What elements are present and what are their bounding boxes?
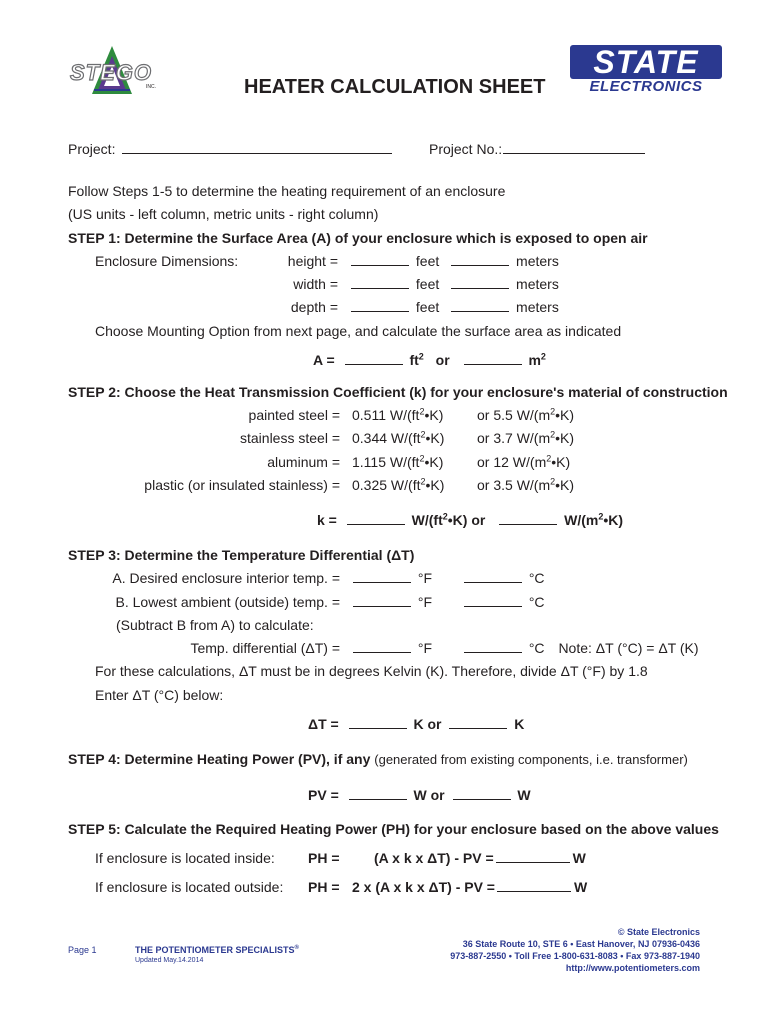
painted-steel-us-value: 0.511 $W/(ft^2•K)$ (352, 406, 444, 423)
depth-feet-field[interactable] (351, 299, 409, 312)
inside-formula: (A x k x ΔT) - PV = (374, 850, 494, 866)
step2-heading: STEP 2: Choose the Heat Transmission Coefficient (k) for your enclosure's material of construction (68, 384, 728, 400)
depth-feet-unit: feet (415, 299, 440, 315)
plastic-metric-value: or 3.5 $W/(m^2•K)$ (477, 476, 575, 493)
k-metric-unit: $W/(m^2•K)$ (564, 511, 624, 528)
stego-logo (68, 44, 164, 96)
painted-steel-label: painted steel = (248, 407, 340, 423)
aluminum-us-value: 1.115 $W/(ft^2•K)$ (352, 453, 444, 470)
state-logo-bottom: ELECTRONICS (589, 78, 703, 95)
project-label: Project: (68, 141, 116, 157)
delta-t-k-field[interactable] (349, 716, 407, 729)
area-ft2-unit: ft (409, 352, 419, 368)
area-result-row: $A = ft^2$ or $m^2$ (313, 351, 546, 368)
plastic-label: plastic (or insulated stainless) = (144, 477, 340, 493)
step1-heading: STEP 1: Determine the Surface Area (A) of your enclosure which is exposed to open air (68, 230, 648, 246)
stainless-steel-metric-value: or 3.7 $W/(m^2•K)$ (477, 429, 575, 446)
project-row (68, 140, 395, 158)
aluminum-metric-value: or 12 $W/(m^2•K)$ (477, 453, 571, 470)
state-electronics-logo (570, 45, 722, 95)
state-logo-top: STATE (593, 44, 699, 80)
enter-delta-t-line: Enter ΔT (°C) below: (95, 687, 224, 703)
height-meters-unit: meters (516, 253, 559, 269)
inside-ph-field[interactable] (496, 850, 570, 863)
k-or: or (471, 512, 486, 528)
enclosure-dimensions-label: Enclosure Dimensions: (95, 253, 239, 269)
ambient-temp-c-field[interactable] (464, 594, 522, 607)
footer-address: 36 State Route 10, STE 6 • East Hanover, NJ 07936-0436 (462, 939, 700, 949)
k-result-row (317, 511, 623, 529)
temp-diff-c-field[interactable] (464, 640, 522, 653)
k-result-label: k = (317, 512, 337, 528)
footer-url[interactable]: http://www.potentiometers.com (565, 963, 700, 973)
depth-label: depth = (290, 299, 338, 315)
delta-t-result-row: ΔT = K or K (308, 716, 525, 732)
width-feet-field[interactable] (351, 276, 409, 289)
stainless-steel-us-value: 0.344 $W/(ft^2•K)$ (352, 429, 445, 446)
outside-ph-field[interactable] (497, 879, 571, 892)
footer-phones: 973-887-2550 • Toll Free 1-800-631-8083 • Fax 973-887-1940 (450, 951, 700, 961)
stainless-steel-label: stainless steel = (240, 430, 340, 446)
height-label: height = (287, 253, 338, 269)
inside-formula-row: (A x k x ΔT) - PV = W (374, 850, 586, 866)
height-feet-unit: feet (415, 253, 440, 269)
step4-heading: STEP 4: Determine Heating Power (PV), if any (68, 751, 371, 767)
kelvin-instruction: For these calculations, ΔT must be in degrees Kelvin (K). Therefore, divide ΔT (°F) by 1.8 (95, 663, 648, 679)
interior-temp-inputs: °F °C (350, 569, 545, 587)
width-meters-field[interactable] (451, 276, 509, 289)
area-m2-field[interactable] (464, 352, 522, 365)
interior-temp-c-field[interactable] (464, 570, 522, 583)
temp-diff-f-field[interactable] (353, 640, 411, 653)
intro-line-1: Follow Steps 1-5 to determine the heating requirement of an enclosure (68, 183, 506, 199)
area-result-label: A = (313, 352, 335, 368)
project-number-row (429, 140, 648, 158)
ambient-temp-inputs: °F °C (350, 593, 545, 611)
height-meters-field[interactable] (451, 253, 509, 266)
depth-row-inputs (348, 298, 559, 316)
footer-tagline: THE POTENTIOMETER SPECIALISTS® (135, 945, 299, 955)
outside-formula-row: 2 x (A x k x ΔT) - PV = W (352, 879, 588, 895)
pv-result-label: PV = (308, 787, 339, 803)
pv-w-field[interactable] (349, 787, 407, 800)
temp-differential-inputs: °F °C Note: ΔT (°C) = ΔT (K) (350, 639, 699, 657)
step4-heading-row (68, 750, 688, 769)
width-label: width = (293, 276, 338, 292)
plastic-us-value: 0.325 $W/(ft^2•K)$ (352, 476, 445, 493)
height-feet-field[interactable] (351, 253, 409, 266)
inside-ph-label: PH = (308, 850, 340, 866)
k-us-unit: $W/(ft^2•K)$ (411, 511, 468, 528)
interior-temp-f-field[interactable] (353, 570, 411, 583)
depth-meters-unit: meters (516, 299, 559, 315)
delta-t-result-label: ΔT = (308, 716, 339, 732)
k-us-field[interactable] (347, 512, 405, 525)
area-m2-unit: m (528, 352, 541, 368)
project-number-label: Project No.: (429, 141, 503, 157)
pv-w2-field[interactable] (453, 787, 511, 800)
height-row-inputs (348, 252, 559, 270)
mounting-option-note: Choose Mounting Option from next page, and calculate the surface area as indicated (95, 323, 622, 339)
depth-meters-field[interactable] (451, 299, 509, 312)
project-field[interactable] (122, 141, 392, 154)
temp-differential-label: Temp. differential (ΔT) = (190, 640, 340, 656)
stego-logo-suffix: INC. (146, 84, 156, 90)
outside-formula: 2 x (A x k x ΔT) - PV = (352, 879, 495, 895)
delta-t-k2-field[interactable] (449, 716, 507, 729)
painted-steel-metric-value: or 5.5 $W/(m^2•K)$ (477, 406, 575, 423)
outside-ph-label: PH = (308, 879, 340, 895)
pv-result-row: PV = W or W (308, 787, 531, 803)
width-meters-unit: meters (516, 276, 559, 292)
page-number: Page 1 (68, 945, 97, 955)
step3-heading: STEP 3: Determine the Temperature Differential (ΔT) (68, 547, 415, 563)
ambient-temp-label: B. Lowest ambient (outside) temp. = (115, 594, 340, 610)
area-ft2-field[interactable] (345, 352, 403, 365)
step4-heading-note: (generated from existing components, i.e. transformer) (374, 752, 688, 767)
ambient-temp-f-field[interactable] (353, 594, 411, 607)
project-number-field[interactable] (503, 141, 645, 154)
outside-label: If enclosure is located outside: (95, 879, 284, 895)
area-or: or (435, 352, 450, 368)
interior-temp-label: A. Desired enclosure interior temp. = (112, 570, 340, 586)
kelvin-note: Note: ΔT (°C) = ΔT (K) (558, 640, 699, 656)
intro-line-2: (US units - left column, metric units - right column) (68, 206, 379, 222)
step5-heading: STEP 5: Calculate the Required Heating Power (PH) for your enclosure based on the above values (68, 821, 719, 837)
footer-updated: Updated May.14.2014 (135, 957, 204, 964)
aluminum-label: aluminum = (267, 454, 340, 470)
footer-company: © State Electronics (617, 927, 700, 937)
k-metric-field[interactable] (499, 512, 557, 525)
subtract-note: (Subtract B from A) to calculate: (116, 617, 314, 633)
page-title: HEATER CALCULATION SHEET (244, 76, 546, 98)
stego-logo-text: STEGO (70, 60, 153, 85)
width-feet-unit: feet (415, 276, 440, 292)
width-row-inputs (348, 275, 559, 293)
inside-label: If enclosure is located inside: (95, 850, 275, 866)
